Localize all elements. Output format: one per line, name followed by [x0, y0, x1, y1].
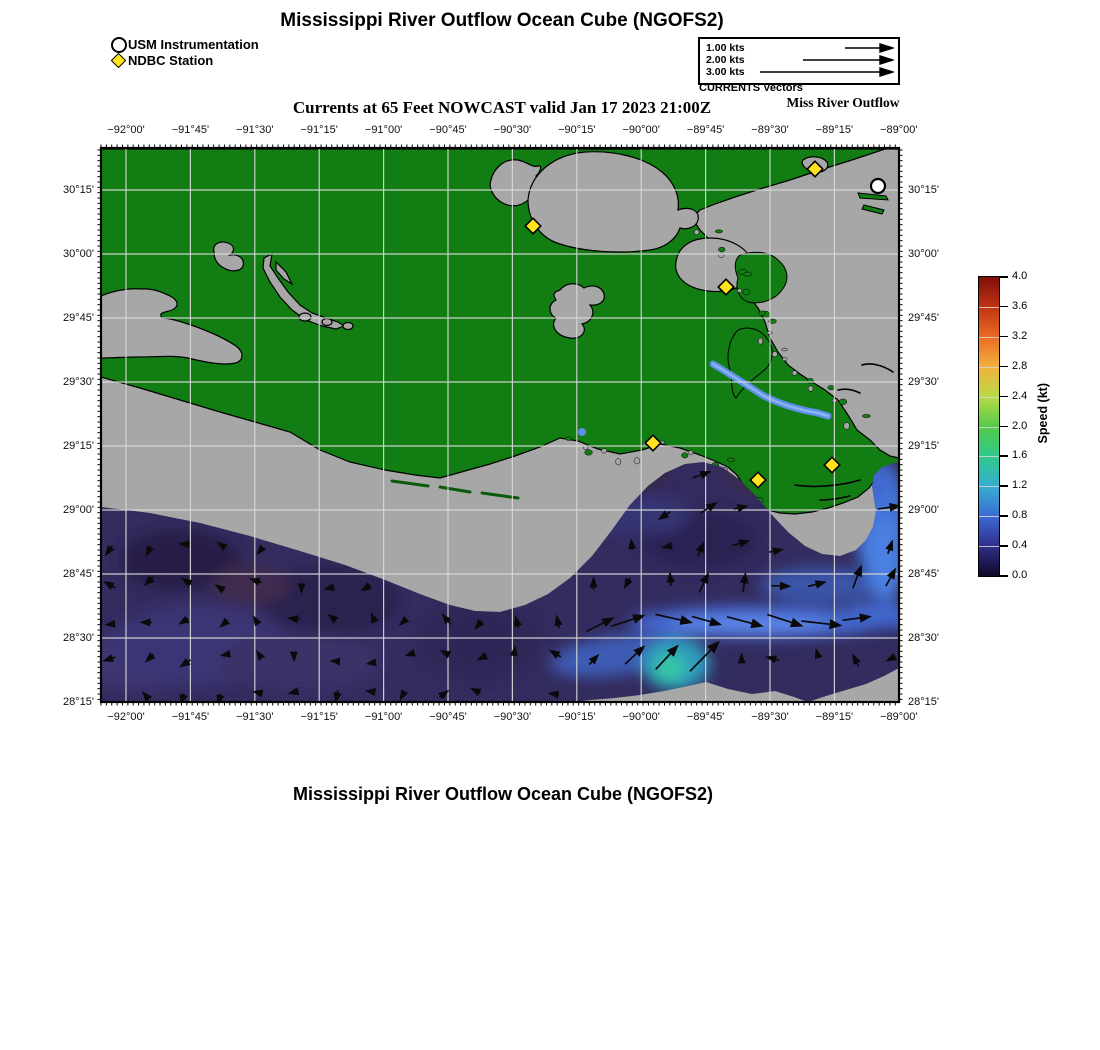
lon-tick-label-top: −91°30' [236, 124, 274, 136]
lon-tick-label-top: −90°30' [493, 124, 532, 136]
lon-tick-label-top: −90°15' [558, 124, 596, 136]
lat-tick-label-left: 30°00' [63, 248, 94, 260]
lat-tick-label-right: 28°15' [908, 696, 939, 708]
colorbar-inner-tick [979, 367, 999, 368]
colorbar-tick [1000, 485, 1008, 487]
lon-tick-label-top: −89°45' [686, 124, 725, 136]
lon-tick-label-top: −90°45' [429, 124, 467, 136]
ndbc-diamond-icon [111, 53, 127, 69]
colorbar-inner-tick [979, 516, 999, 517]
vector-scale-arrows-icon [700, 39, 894, 79]
colorbar-tick [1000, 426, 1008, 428]
lon-tick-label-top: −91°00' [364, 124, 403, 136]
colorbar-tick [1000, 366, 1008, 368]
lon-tick-label-top: −89°15' [815, 124, 854, 136]
lat-tick-label-left: 29°30' [63, 376, 94, 388]
lon-tick-label-top: −91°15' [300, 124, 338, 136]
colorbar-tick [1000, 545, 1008, 547]
lon-tick-label-bottom: −90°30' [493, 711, 532, 723]
colorbar-inner-tick [979, 427, 999, 428]
lon-tick-label-bottom: −91°00' [364, 711, 403, 723]
lat-tick-label-left: 29°15' [63, 440, 94, 452]
colorbar-tick [1000, 515, 1008, 517]
map-layers [87, 148, 913, 706]
lon-tick-label-bottom: −92°00' [107, 711, 145, 723]
vector-scale-2kt: 2.00 kts [706, 54, 745, 66]
lat-tick-label-right: 29°15' [908, 440, 939, 452]
page-title: Mississippi River Outflow Ocean Cube (NGOFS2) [280, 10, 724, 31]
colorbar-tick [1000, 306, 1008, 308]
colorbar-tick [1000, 336, 1008, 338]
colorbar-tick-label: 1.2 [1012, 479, 1028, 492]
lon-tick-label-bottom: −90°45' [429, 711, 467, 723]
colorbar-inner-tick [979, 337, 999, 338]
lat-tick-label-right: 29°45' [908, 312, 939, 324]
lat-tick-label-left: 30°15' [63, 184, 94, 196]
lon-tick-label-bottom: −90°00' [622, 711, 660, 723]
footer-title: Mississippi River Outflow Ocean Cube (NGOFS2) [292, 784, 714, 804]
usm-station-marker [871, 179, 885, 193]
colorbar-tick-label: 0.4 [1012, 539, 1028, 552]
lat-tick-label-left: 28°45' [63, 568, 94, 580]
colorbar-tick-label: 0.8 [1012, 509, 1028, 522]
lat-tick-label-left: 28°15' [63, 696, 94, 708]
colorbar-tick-label: 1.6 [1012, 449, 1028, 462]
colorbar-tick-label: 3.6 [1012, 299, 1028, 312]
colorbar-tick-label: 4.0 [1012, 270, 1028, 282]
colorbar-tick [1000, 396, 1008, 398]
lon-tick-label-bottom: −89°45' [686, 711, 725, 723]
lat-tick-label-left: 29°00' [63, 504, 94, 516]
currents-map [87, 134, 913, 717]
colorbar-inner-tick [979, 456, 999, 457]
region-label: Miss River Outflow [786, 95, 900, 110]
colorbar-tick [1000, 455, 1008, 457]
colorbar-tick-label: 2.0 [1012, 419, 1028, 432]
lon-tick-label-top: −89°00' [880, 124, 918, 136]
vector-scale-box [698, 37, 900, 85]
lon-tick-label-top: −90°00' [622, 124, 660, 136]
lat-tick-label-right: 28°45' [908, 568, 939, 580]
lon-tick-label-bottom: −89°15' [815, 711, 854, 723]
colorbar-tick [1000, 575, 1008, 577]
usm-circle-icon [111, 37, 127, 53]
colorbar-tick-label: 2.8 [1012, 359, 1028, 372]
colorbar-inner-tick [979, 397, 999, 398]
lat-tick-label-right: 30°00' [908, 248, 939, 260]
vector-legend-caption: CURRENTS Vectors [699, 82, 803, 94]
lon-tick-label-bottom: −89°30' [751, 711, 789, 723]
colorbar-tick [1000, 276, 1008, 278]
plot-subtitle: Currents at 65 Feet NOWCAST valid Jan 17 2023 21:00Z [292, 98, 712, 117]
colorbar-inner-tick [979, 546, 999, 547]
colorbar-inner-tick [979, 486, 999, 487]
vector-scale-3kt: 3.00 kts [706, 66, 745, 78]
lon-tick-label-bottom: −91°30' [236, 711, 274, 723]
colorbar [978, 276, 1000, 577]
legend-usm-label: USM Instrumentation [128, 37, 259, 52]
lat-tick-label-right: 29°30' [908, 376, 939, 388]
colorbar-tick-label: 3.2 [1012, 329, 1028, 342]
lat-tick-label-left: 28°30' [63, 632, 94, 644]
legend-ndbc-label: NDBC Station [128, 53, 214, 68]
lat-tick-label-right: 29°00' [908, 504, 939, 516]
lat-tick-label-right: 28°30' [908, 632, 939, 644]
lon-tick-label-bottom: −90°15' [558, 711, 596, 723]
lon-tick-label-bottom: −91°15' [300, 711, 338, 723]
lon-tick-label-top: −89°30' [751, 124, 789, 136]
lon-tick-label-top: −92°00' [107, 124, 145, 136]
lon-tick-label-bottom: −89°00' [880, 711, 918, 723]
lon-tick-label-top: −91°45' [171, 124, 210, 136]
colorbar-axis-label: Speed (kt) [1036, 383, 1050, 444]
colorbar-tick-label: 2.4 [1012, 389, 1028, 402]
vector-scale-1kt: 1.00 kts [706, 42, 745, 54]
colorbar-inner-tick [979, 307, 999, 308]
colorbar-tick-label: 0.0 [1012, 569, 1028, 581]
lon-tick-label-bottom: −91°45' [171, 711, 210, 723]
lat-tick-label-left: 29°45' [63, 312, 94, 324]
lat-tick-label-right: 30°15' [908, 184, 939, 196]
